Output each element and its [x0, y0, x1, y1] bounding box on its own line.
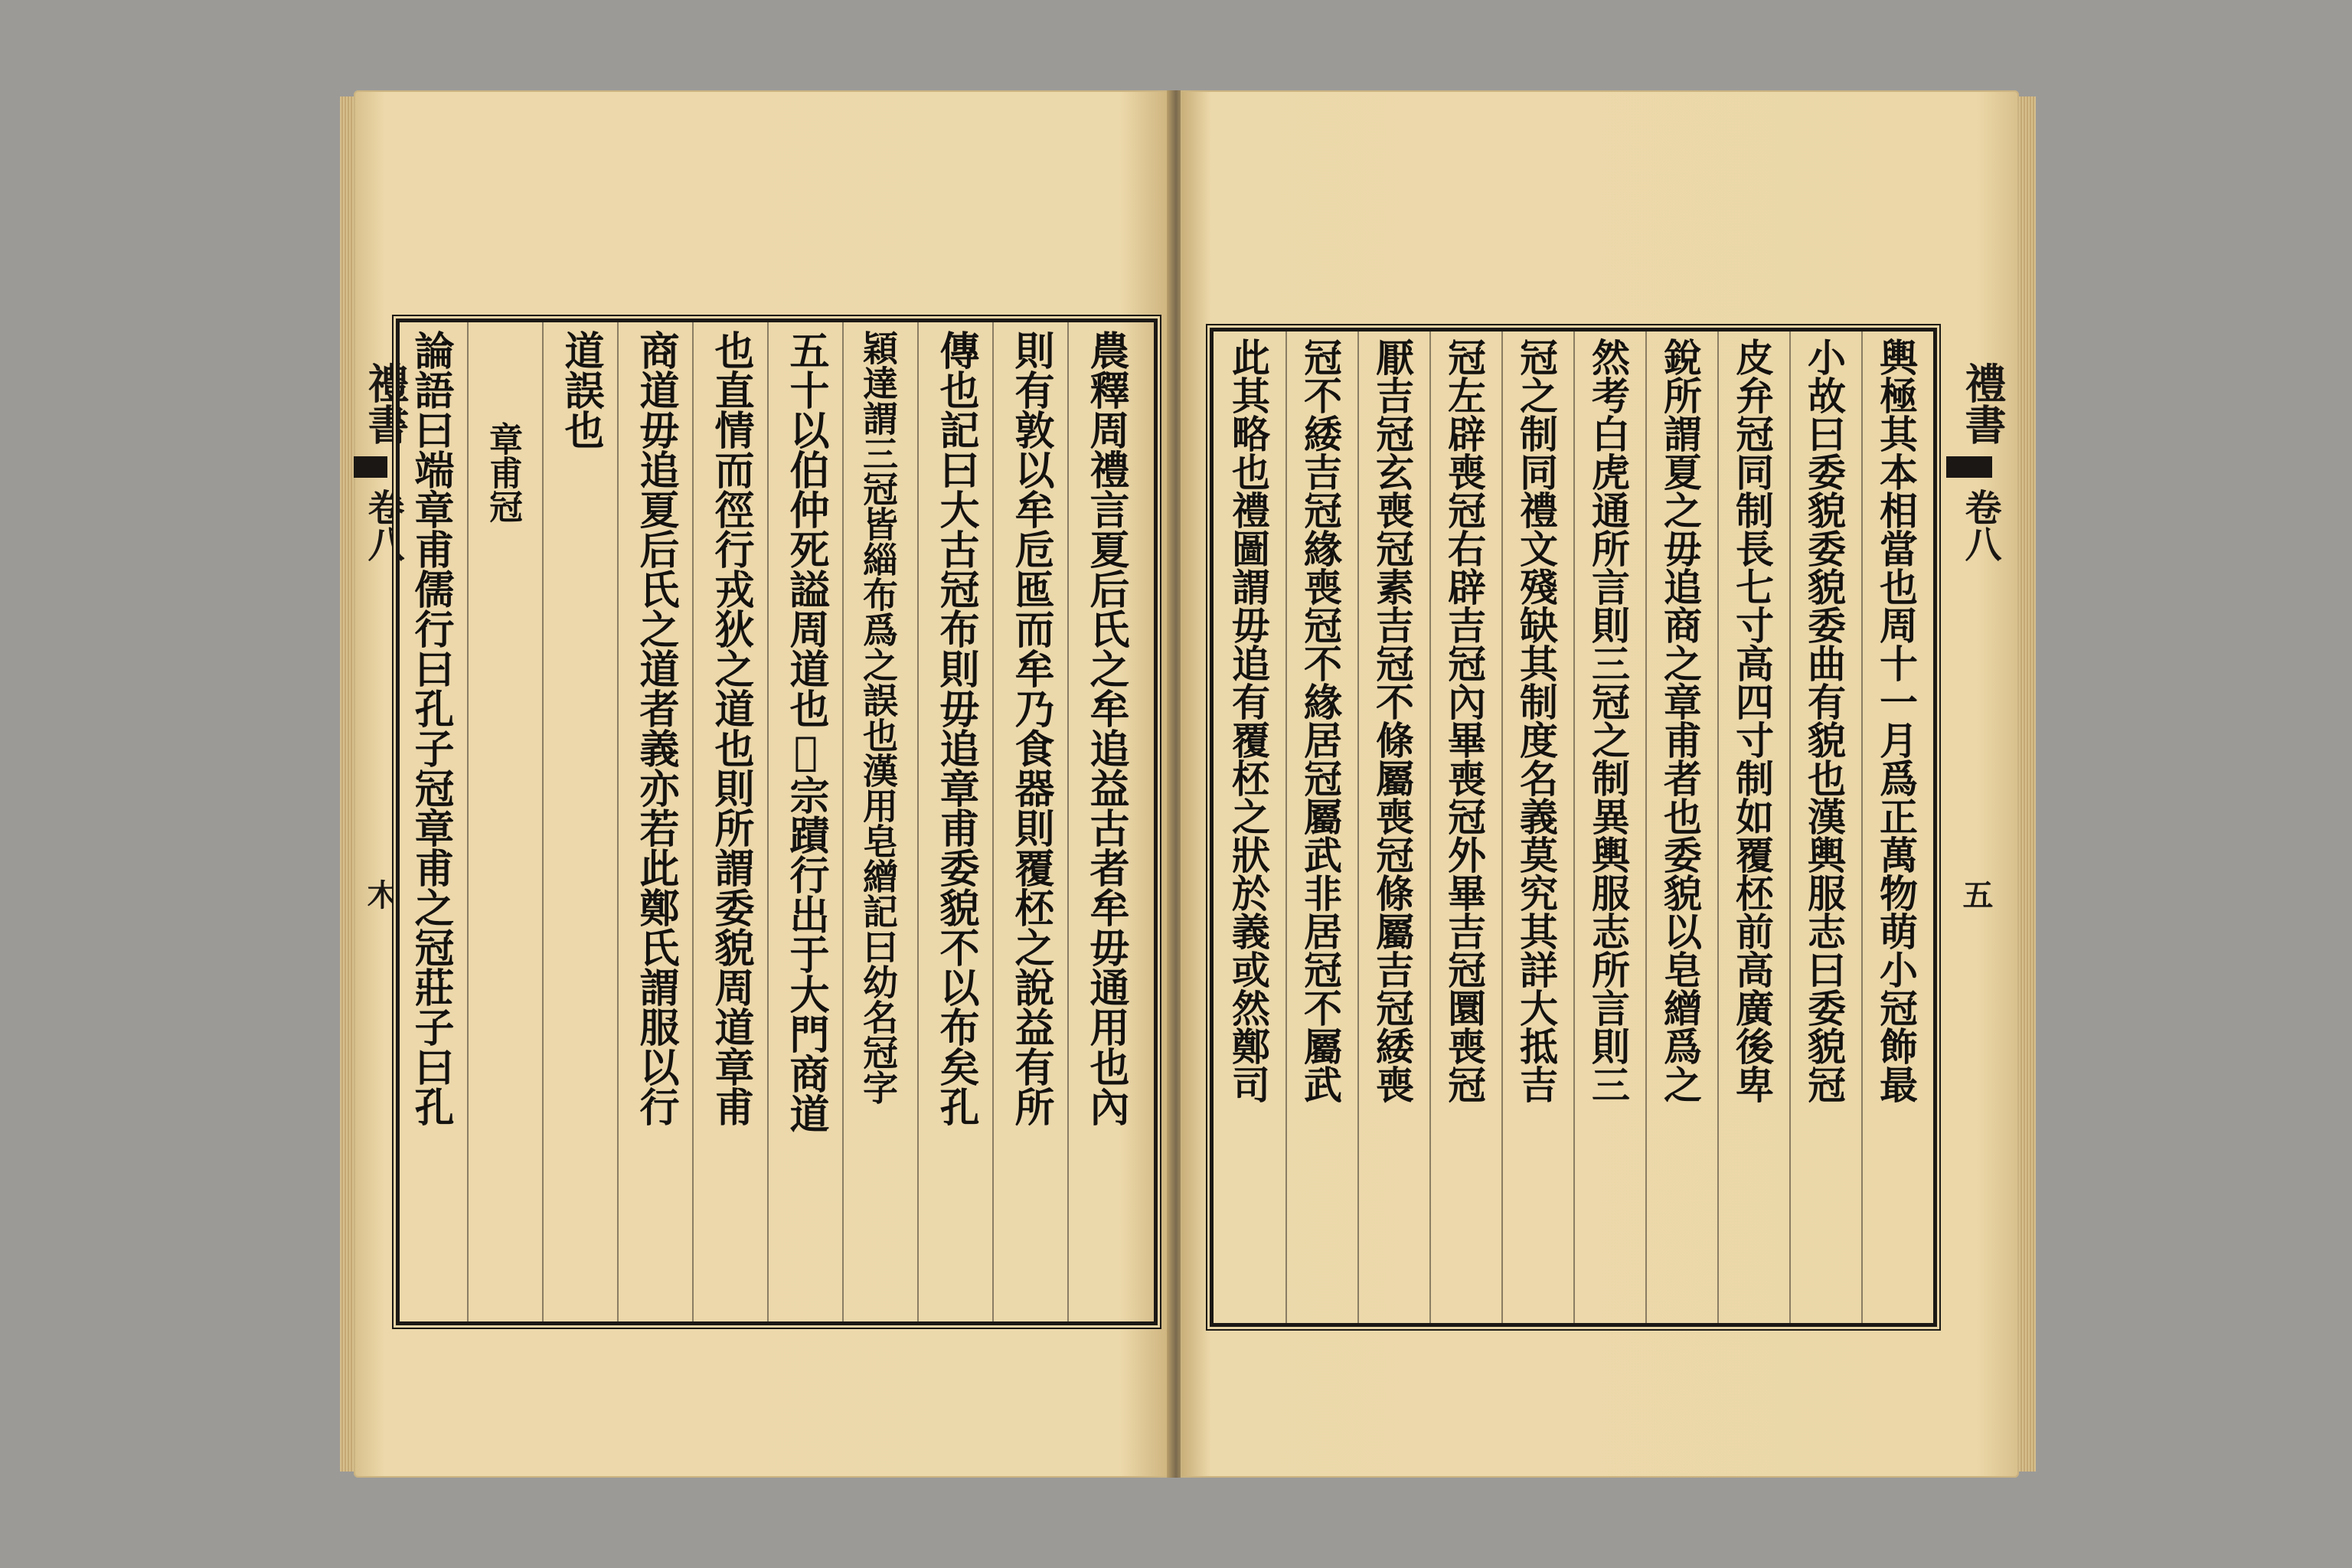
- left-page: [354, 90, 1171, 1478]
- right-page: [1181, 90, 2019, 1478]
- left-column-4: 商道毋追夏后氏之道者義亦若此鄭氏謂服以行: [632, 330, 679, 1126]
- right-column-9: 小故曰委貌委貌委曲有貌也漢輿服志曰委貌冠: [1802, 338, 1847, 1103]
- right-margin-volume: 卷八: [1958, 488, 2001, 562]
- right-column-2: 冠不緌吉冠緣喪冠不緣居冠屬武非居冠不屬武: [1298, 338, 1343, 1103]
- right-margin-title: 禮書: [1958, 362, 2007, 445]
- right-column-10: 輿極其本相當也周十一月爲正萬物萌小冠飾最: [1873, 338, 1919, 1103]
- right-margin-page-number: 五: [1958, 879, 1994, 910]
- left-column-6: 五十以伯仲死謚周道也𧼈宗蹟行出于大門商道: [782, 330, 829, 1133]
- right-page-edges: [2019, 96, 2036, 1472]
- right-text-frame: [1210, 328, 1937, 1327]
- left-column-1: 論語曰端章甫儒行曰孔子冠章甫之冠莊子曰孔: [407, 330, 454, 1126]
- right-column-7: 銳所謂夏之毋追商之章甫者也委貌以皂繒爲之: [1658, 338, 1703, 1103]
- right-column-5: 冠之制同禮文殘缺其制度名義莫究其詳大抵吉: [1514, 338, 1559, 1103]
- left-column-9: 則有敦以牟卮匜而牟乃食器則覆柸之說益有所: [1008, 330, 1054, 1126]
- left-column-3: 道誤也: [557, 330, 604, 449]
- right-column-4: 冠左辟喪冠右辟吉冠內畢喪冠外畢吉冠圜喪冠: [1442, 338, 1487, 1103]
- right-column-3: 厭吉冠玄喪冠素吉冠不條屬喪冠條屬吉冠緌喪: [1370, 338, 1415, 1103]
- left-column-5: 也直情而徑行戎狄之道也則所謂委貌周道章甫: [707, 330, 754, 1126]
- right-column-8: 皮弁冠同制長七寸高四寸制如覆柸前高廣後卑: [1730, 338, 1775, 1103]
- left-column-2: 章甫冠: [483, 422, 522, 523]
- left-fish-tail-mark: [354, 456, 387, 478]
- left-text-frame: [396, 318, 1158, 1325]
- left-column-10: 農釋周禮言夏后氏之牟追益古者牟毋通用也內: [1083, 330, 1129, 1126]
- open-book: [354, 90, 2019, 1478]
- right-column-1: 此其略也禮圖謂毋追有覆柸之狀於義或然鄭司: [1226, 338, 1271, 1103]
- right-fish-tail-mark: [1946, 456, 1992, 478]
- left-margin-mark: 木: [362, 879, 398, 910]
- left-margin-title: 禮書: [361, 362, 410, 445]
- left-margin-volume: 卷八: [361, 488, 404, 562]
- left-column-7: 穎達謂三冠皆緇布爲之誤也漢用皂繒記曰幼名冠字: [858, 330, 899, 1105]
- left-column-8: 傳也記曰大古冠布則毋追章甫委貌不以布矣孔: [933, 330, 979, 1126]
- right-column-6: 然考白虎通所言則三冠之制異輿服志所言則三: [1586, 338, 1631, 1103]
